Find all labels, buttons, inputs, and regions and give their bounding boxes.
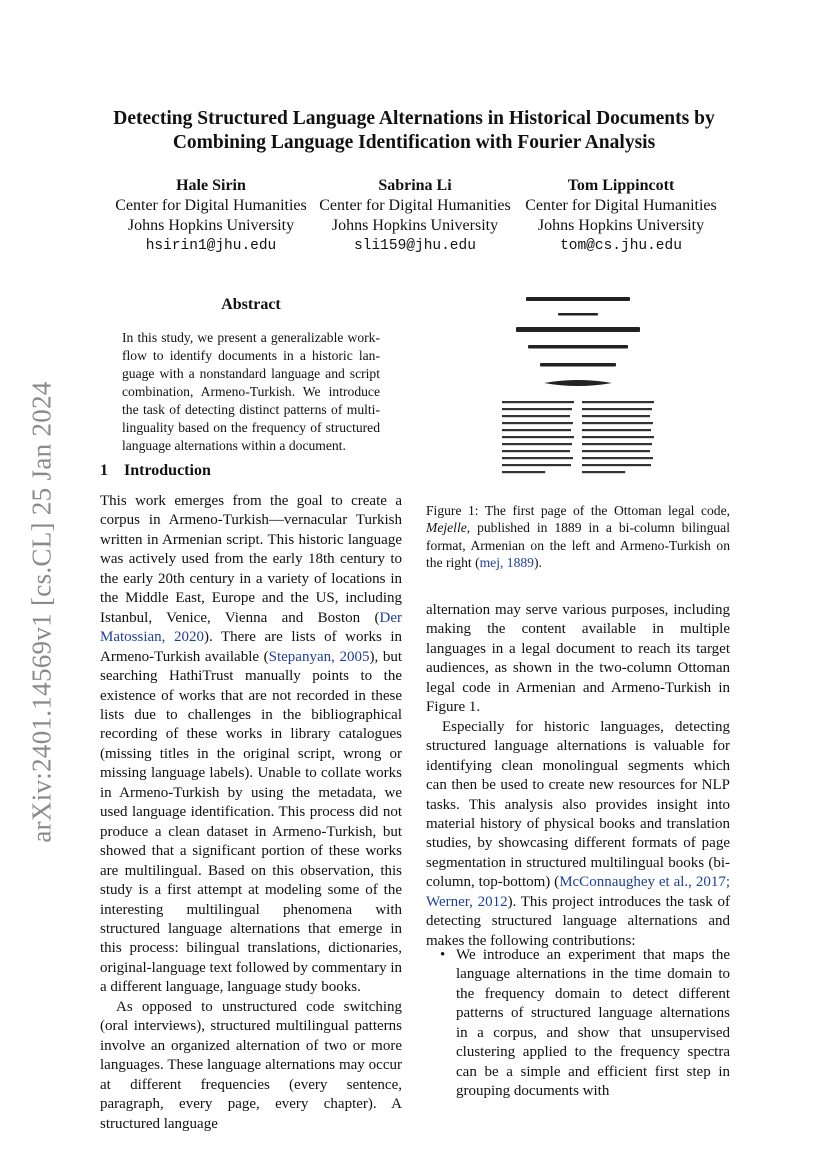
text-line — [502, 443, 572, 445]
text-line — [502, 422, 573, 424]
header-line — [558, 313, 598, 316]
text-line — [582, 422, 653, 424]
text-line — [502, 401, 574, 403]
text-line — [502, 436, 574, 438]
caption-text: ). — [533, 554, 542, 570]
text-line — [502, 429, 571, 431]
text-line — [502, 471, 545, 473]
section-number: 1 — [100, 462, 108, 479]
text-line — [582, 464, 651, 466]
armeno-turkish-text-column — [582, 401, 654, 473]
header-line — [540, 363, 616, 367]
contribution-list — [440, 946, 730, 1102]
paragraph-text: ), but searching HathiTrust manually points to the existence of works that are not recorded in these lists due to challenges in the bibliographical recording of these works in library catalogues (missing titles in the original script, wrong or missing language labels). Unable to collate works in Armeno-Turkish by using the metadata, we used language identification. This process did not produce a clean dataset in Armeno-Turkish, but showed that a significant portion of these works are multilingual. Based on this observation, this study is a first attempt at modeling some of the interesting multilingual phenomena with structured language alternations that emerge in this process: bilingual translations, dictionaries, original-language text followed by commentary in a different language, language study books. — [100, 648, 402, 996]
paragraph-text: Especially for historic languages, detecting structured language alternations is valuable for identifying clean monolingual segments which can then be used to create new resources for NLP tasks. This analysis also provides insight into material history of physical books and translation studies, by showcasing different formats of page segmentation in structured multilingual books (bi-column, top-bottom) ( — [426, 718, 730, 891]
text-line — [502, 408, 572, 410]
mejelle-page-illustration — [498, 293, 658, 483]
paragraph-text: This work emerges from the goal to create a corpus in Armeno-Turkish—vernacular Turkish written in Armenian script. This historic language was actively used from the early 18th century to the early 20th century in a variety of locations in the Middle East, Europe and the US, including Istanbul, Venice, Vienna and Boston ( — [100, 493, 402, 626]
author-block — [313, 176, 517, 256]
paragraph — [100, 492, 402, 998]
author-affiliation: Center for Digital Humanities — [525, 197, 717, 214]
author-email[interactable]: sli159@jhu.edu — [354, 238, 476, 254]
author-email[interactable]: hsirin1@jhu.edu — [145, 238, 277, 254]
armenian-text-column — [502, 401, 574, 473]
author-university: Johns Hopkins University — [127, 217, 295, 234]
text-line — [502, 464, 571, 466]
left-column — [100, 492, 402, 1134]
paragraph: alternation may serve various purposes, including making the content available in multiple languages in a legal document to reach its target audiences, as shown in the two-column Ottoman legal code in Armenian and Armeno-Turkish in Figure 1. — [426, 602, 730, 716]
citation-link[interactable]: McConnaughey et al., 2017; Werner, 2012 — [426, 874, 730, 910]
text-line — [582, 408, 652, 410]
author-name: Tom Lippincott — [567, 177, 675, 194]
caption-italic: Mejelle — [426, 520, 467, 536]
arxiv-identifier — [22, 372, 62, 852]
paper-title: Detecting Structured Language Alternations in Historical Documents by Combining Language Identification with Fourier Analysis — [113, 108, 715, 153]
text-line — [502, 450, 570, 452]
author-block — [519, 176, 723, 256]
list-item — [440, 946, 730, 1102]
author-university: Johns Hopkins University — [331, 217, 499, 234]
author-email[interactable]: tom@cs.jhu.edu — [560, 238, 682, 254]
header-line — [528, 345, 628, 349]
author-affiliation: Center for Digital Humanities — [115, 197, 307, 214]
text-line — [502, 457, 573, 459]
author-block — [107, 176, 315, 256]
ornament — [544, 380, 612, 386]
citation-link[interactable]: Der Matossian, 2020 — [100, 609, 402, 646]
section-title: Introduction — [124, 462, 211, 479]
section-heading — [100, 462, 211, 480]
citation-link[interactable]: Stepanyan, 2005 — [268, 648, 370, 665]
paragraph-text: ). This project introduces the task of detecting structured language alternations and makes the following contributions: — [426, 893, 730, 949]
text-line — [582, 429, 651, 431]
text-line — [502, 415, 570, 417]
author-name: Hale Sirin — [176, 177, 246, 194]
arxiv-identifier-text: arXiv:2401.14569v1 [cs.CL] 25 Jan 2024 — [26, 381, 57, 843]
author-name: Sabrina Li — [378, 177, 452, 194]
text-line — [582, 450, 650, 452]
text-line — [582, 457, 653, 459]
paragraph-text: ). There are lists of works in Armeno-Turkish available ( — [100, 629, 402, 665]
figure-page-image — [498, 293, 658, 483]
text-line — [582, 471, 625, 473]
list-item-text: We introduce an experiment that maps the language alternations in the time domain to the frequency domain to detect different patterns of structured language alternations in a corpus, and show that unsupervised clustering applied to the frequency spectra can be a simple and efficient first step in grouping documents with — [456, 947, 730, 1100]
header-line — [526, 297, 630, 301]
text-line — [582, 415, 650, 417]
abstract-heading: Abstract — [221, 296, 281, 313]
citation-link[interactable]: mej, 1889 — [479, 554, 534, 570]
abstract-text: In this study, we present a generalizable workflow to identify documents in a historic language with a nonstandard language and script combination, Armeno-Turkish. We introduce the task of detecting distinct patterns of multilinguality based on the frequency of structured language alternations within a document. — [122, 330, 380, 453]
header-line — [516, 327, 640, 332]
author-university: Johns Hopkins University — [537, 217, 705, 234]
paragraph: As opposed to unstructured code switching (oral interviews), structured multilingual patterns involve an organized alternation of two or more languages. These language alternations may occur at different frequencies (every sentence, paragraph, every page, every chapter). A structured language — [100, 998, 402, 1132]
paragraph — [426, 718, 730, 951]
caption-text: , published in 1889 in a bi-column bilingual format, Armenian on the left and Armeno-Turkish on the right ( — [426, 520, 730, 570]
text-line — [582, 443, 652, 445]
text-line — [582, 401, 654, 403]
author-affiliation: Center for Digital Humanities — [319, 197, 511, 214]
figure-caption — [426, 502, 730, 571]
bullet-icon: • — [440, 947, 446, 963]
right-column — [426, 601, 730, 951]
text-line — [582, 436, 654, 438]
caption-text: Figure 1: The first page of the Ottoman legal code, — [426, 503, 730, 518]
